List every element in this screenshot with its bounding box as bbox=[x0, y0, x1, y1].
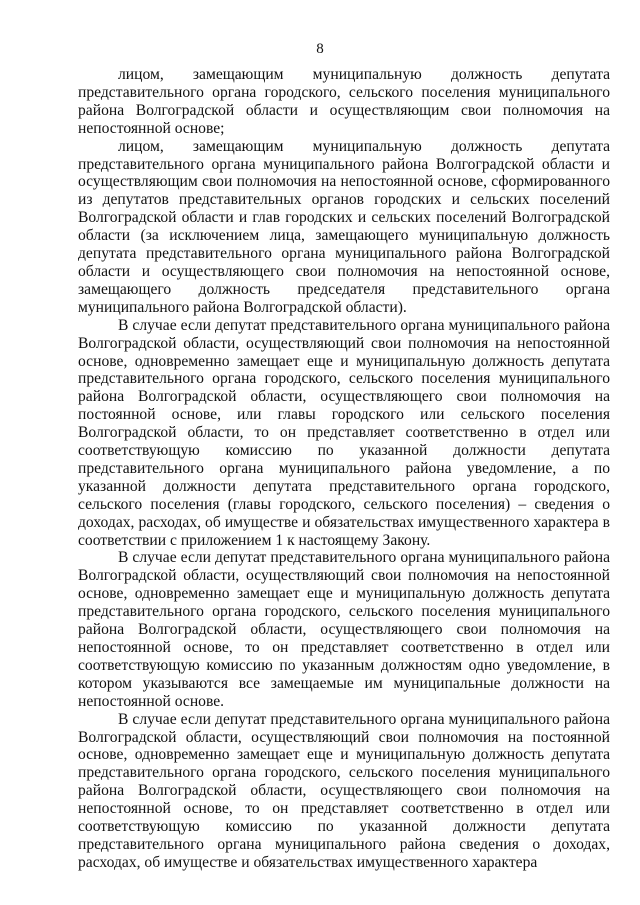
paragraph: лицом, замещающим муниципальную должность депутата представительного органа муниципального района Волгоградской области и осуществляющим свои полномочия на непостоянной основе, сформированного из депутатов представительных органов городских и сельских поселений Волгоградской области и глав городских и сельских поселений Волгоградской области (за исключением лица, замещающего муниципальную должность депутата представительного органа муниципального района Волгоградской области и осуществляющего свои полномочия на непостоянной основе, замещающего должность председателя представительного органа муниципального района Волгоградской области). bbox=[78, 137, 610, 316]
paragraph: В случае если депутат представительного органа муниципального района Волгоградской области, осуществляющий свои полномочия на непостоянной основе, одновременно замещает еще и муниципальную должность депутата представительного органа городского, сельского поселения муниципального района Волгоградской области, осуществляющего свои полномочия на непостоянной основе, то он представляет соответственно в отдел или соответствующую комиссию по указанным должностям одно уведомление, в котором указываются все замещаемые им муниципальные должности на непостоянной основе. bbox=[78, 549, 610, 710]
paragraph: лицом, замещающим муниципальную должность депутата представительного органа городского, сельского поселения муниципального района Волгоградской области и осуществляющим свои полномочия на непостоянной основе; bbox=[78, 66, 610, 137]
paragraph: В случае если депутат представительного органа муниципального района Волгоградской области, осуществляющий свои полномочия на постоянной основе, одновременно замещает еще и муниципальную должность депутата представительного органа городского, сельского поселения муниципального района Волгоградской области, осуществляющего свои полномочия на непостоянной основе, то он представляет соответственно в отдел или соответствующую комиссию по указанной должности депутата представительного органа муниципального района сведения о доходах, расходах, об имуществе и обязательствах имущественного характера bbox=[78, 710, 610, 871]
document-body bbox=[78, 66, 610, 872]
page-number: 8 bbox=[316, 41, 324, 57]
paragraph: В случае если депутат представительного органа муниципального района Волгоградской области, осуществляющий свои полномочия на непостоянной основе, одновременно замещает еще и муниципальную должность депутата представительного органа городского, сельского поселения муниципального района Волгоградской области, осуществляющего свои полномочия на постоянной основе, или главы городского или сельского поселения Волгоградской области, то он представляет соответственно в отдел или соответствующую комиссию по указанной должности депутата представительного органа муниципального района уведомление, а по указанной должности депутата представительного органа городского, сельского поселения (главы городского, сельского поселения) – сведения о доходах, расходах, об имуществе и обязательствах имущественного характера в соответствии с приложением 1 к настоящему Закону. bbox=[78, 316, 610, 549]
